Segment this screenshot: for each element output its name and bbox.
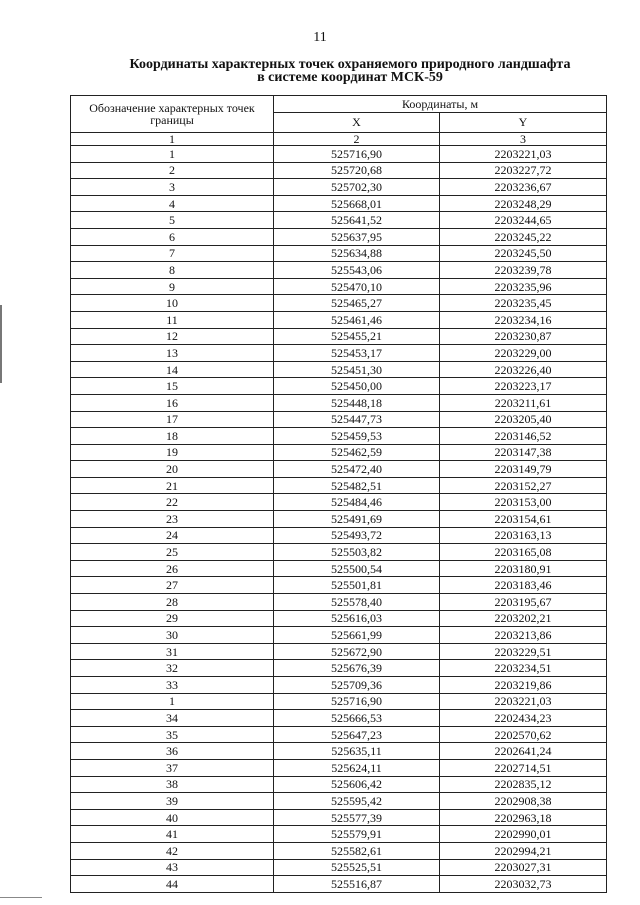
table-row bbox=[71, 594, 607, 611]
table-row bbox=[71, 876, 607, 893]
point-cell: 29 bbox=[71, 610, 274, 627]
x-coordinate-cell: 525668,01 bbox=[274, 195, 440, 212]
x-coordinate-cell: 525577,39 bbox=[274, 809, 440, 826]
x-coordinate-cell: 525462,59 bbox=[274, 444, 440, 461]
scan-edge-mark bbox=[0, 305, 2, 383]
column-index-cell: 3 bbox=[440, 133, 607, 146]
point-cell: 15 bbox=[71, 378, 274, 395]
x-coordinate-cell: 525461,46 bbox=[274, 311, 440, 328]
y-coordinate-cell: 2202641,24 bbox=[440, 743, 607, 760]
point-cell: 34 bbox=[71, 710, 274, 727]
y-coordinate-cell: 2202434,23 bbox=[440, 710, 607, 727]
x-coordinate-cell: 525543,06 bbox=[274, 262, 440, 279]
x-coordinate-cell: 525582,61 bbox=[274, 842, 440, 859]
table-row bbox=[71, 759, 607, 776]
x-coordinate-cell: 525661,99 bbox=[274, 627, 440, 644]
y-coordinate-cell: 2203234,51 bbox=[440, 660, 607, 677]
y-coordinate-cell: 2203183,46 bbox=[440, 577, 607, 594]
x-coordinate-cell: 525720,68 bbox=[274, 162, 440, 179]
x-coordinate-cell: 525641,52 bbox=[274, 212, 440, 229]
x-coordinate-cell: 525672,90 bbox=[274, 643, 440, 660]
column-index-cell: 2 bbox=[274, 133, 440, 146]
y-coordinate-cell: 2203213,86 bbox=[440, 627, 607, 644]
x-coordinate-cell: 525525,51 bbox=[274, 859, 440, 876]
point-cell: 25 bbox=[71, 544, 274, 561]
column-index-cell: 1 bbox=[71, 133, 274, 146]
point-cell: 6 bbox=[71, 228, 274, 245]
x-coordinate-cell: 525616,03 bbox=[274, 610, 440, 627]
x-coordinate-cell: 525450,00 bbox=[274, 378, 440, 395]
y-coordinate-cell: 2203229,00 bbox=[440, 345, 607, 362]
y-coordinate-cell: 2203180,91 bbox=[440, 560, 607, 577]
x-coordinate-cell: 525716,90 bbox=[274, 146, 440, 163]
table-row bbox=[71, 660, 607, 677]
x-coordinate-cell: 525666,53 bbox=[274, 710, 440, 727]
x-coordinate-cell: 525453,17 bbox=[274, 345, 440, 362]
x-coordinate-cell: 525459,53 bbox=[274, 428, 440, 445]
point-cell: 11 bbox=[71, 311, 274, 328]
point-cell: 31 bbox=[71, 643, 274, 660]
table-row bbox=[71, 345, 607, 362]
header-coordinates: Координаты, м bbox=[274, 96, 607, 113]
point-cell: 8 bbox=[71, 262, 274, 279]
table-row bbox=[71, 859, 607, 876]
y-coordinate-cell: 2203227,72 bbox=[440, 162, 607, 179]
table-row bbox=[71, 793, 607, 810]
column-index-row bbox=[71, 133, 607, 146]
point-cell: 23 bbox=[71, 511, 274, 528]
x-coordinate-cell: 525709,36 bbox=[274, 677, 440, 694]
point-cell: 5 bbox=[71, 212, 274, 229]
y-coordinate-cell: 2203147,38 bbox=[440, 444, 607, 461]
point-cell: 3 bbox=[71, 179, 274, 196]
point-cell: 2 bbox=[71, 162, 274, 179]
point-cell: 28 bbox=[71, 594, 274, 611]
x-coordinate-cell: 525493,72 bbox=[274, 527, 440, 544]
point-cell: 26 bbox=[71, 560, 274, 577]
point-cell: 41 bbox=[71, 826, 274, 843]
point-cell: 35 bbox=[71, 726, 274, 743]
x-coordinate-cell: 525448,18 bbox=[274, 394, 440, 411]
point-cell: 38 bbox=[71, 776, 274, 793]
point-cell: 7 bbox=[71, 245, 274, 262]
table-row bbox=[71, 311, 607, 328]
table-row bbox=[71, 826, 607, 843]
table-row bbox=[71, 411, 607, 428]
x-coordinate-cell: 525606,42 bbox=[274, 776, 440, 793]
table-row bbox=[71, 295, 607, 312]
table-row bbox=[71, 146, 607, 163]
point-cell: 9 bbox=[71, 278, 274, 295]
x-coordinate-cell: 525595,42 bbox=[274, 793, 440, 810]
x-coordinate-cell: 525491,69 bbox=[274, 511, 440, 528]
table-row bbox=[71, 262, 607, 279]
table-row bbox=[71, 544, 607, 561]
point-cell: 30 bbox=[71, 627, 274, 644]
point-cell: 4 bbox=[71, 195, 274, 212]
y-coordinate-cell: 2203211,61 bbox=[440, 394, 607, 411]
table-row bbox=[71, 677, 607, 694]
y-coordinate-cell: 2203221,03 bbox=[440, 693, 607, 710]
y-coordinate-cell: 2203245,22 bbox=[440, 228, 607, 245]
point-cell: 22 bbox=[71, 494, 274, 511]
table-row bbox=[71, 710, 607, 727]
x-coordinate-cell: 525516,87 bbox=[274, 876, 440, 893]
x-coordinate-cell: 525624,11 bbox=[274, 759, 440, 776]
y-coordinate-cell: 2203032,73 bbox=[440, 876, 607, 893]
point-cell: 13 bbox=[71, 345, 274, 362]
scan-edge-mark-bottom bbox=[0, 897, 42, 898]
point-cell: 10 bbox=[71, 295, 274, 312]
y-coordinate-cell: 2203202,21 bbox=[440, 610, 607, 627]
table-row bbox=[71, 444, 607, 461]
table-row bbox=[71, 361, 607, 378]
table-row bbox=[71, 378, 607, 395]
point-cell: 33 bbox=[71, 677, 274, 694]
title-line-2: в системе координат МСК-59 bbox=[257, 70, 443, 85]
table-row bbox=[71, 212, 607, 229]
y-coordinate-cell: 2203219,86 bbox=[440, 677, 607, 694]
table-row bbox=[71, 477, 607, 494]
y-coordinate-cell: 2202714,51 bbox=[440, 759, 607, 776]
y-coordinate-cell: 2203146,52 bbox=[440, 428, 607, 445]
x-coordinate-cell: 525470,10 bbox=[274, 278, 440, 295]
point-cell: 21 bbox=[71, 477, 274, 494]
table-row bbox=[71, 627, 607, 644]
x-coordinate-cell: 525482,51 bbox=[274, 477, 440, 494]
table-row bbox=[71, 643, 607, 660]
y-coordinate-cell: 2203226,40 bbox=[440, 361, 607, 378]
point-cell: 39 bbox=[71, 793, 274, 810]
table-row bbox=[71, 511, 607, 528]
y-coordinate-cell: 2203245,50 bbox=[440, 245, 607, 262]
point-cell: 32 bbox=[71, 660, 274, 677]
header-designation: Обозначение характерных точек границы bbox=[71, 96, 274, 133]
x-coordinate-cell: 525500,54 bbox=[274, 560, 440, 577]
x-coordinate-cell: 525451,30 bbox=[274, 361, 440, 378]
table-row bbox=[71, 776, 607, 793]
table-row bbox=[71, 245, 607, 262]
y-coordinate-cell: 2203154,61 bbox=[440, 511, 607, 528]
x-coordinate-cell: 525635,11 bbox=[274, 743, 440, 760]
point-cell: 12 bbox=[71, 328, 274, 345]
table-row bbox=[71, 610, 607, 627]
y-coordinate-cell: 2203205,40 bbox=[440, 411, 607, 428]
y-coordinate-cell: 2203153,00 bbox=[440, 494, 607, 511]
x-coordinate-cell: 525472,40 bbox=[274, 461, 440, 478]
point-cell: 18 bbox=[71, 428, 274, 445]
table-row bbox=[71, 842, 607, 859]
point-cell: 40 bbox=[71, 809, 274, 826]
table-row bbox=[71, 560, 607, 577]
table-row bbox=[71, 195, 607, 212]
page-number: 11 bbox=[313, 30, 327, 45]
point-cell: 16 bbox=[71, 394, 274, 411]
point-cell: 19 bbox=[71, 444, 274, 461]
y-coordinate-cell: 2203221,03 bbox=[440, 146, 607, 163]
x-coordinate-cell: 525637,95 bbox=[274, 228, 440, 245]
table-row bbox=[71, 527, 607, 544]
table-row bbox=[71, 228, 607, 245]
x-coordinate-cell: 525455,21 bbox=[274, 328, 440, 345]
y-coordinate-cell: 2203163,13 bbox=[440, 527, 607, 544]
y-coordinate-cell: 2203234,16 bbox=[440, 311, 607, 328]
x-coordinate-cell: 525676,39 bbox=[274, 660, 440, 677]
y-coordinate-cell: 2203165,08 bbox=[440, 544, 607, 561]
table-row bbox=[71, 743, 607, 760]
y-coordinate-cell: 2203195,67 bbox=[440, 594, 607, 611]
y-coordinate-cell: 2203027,31 bbox=[440, 859, 607, 876]
point-cell: 27 bbox=[71, 577, 274, 594]
x-coordinate-cell: 525578,40 bbox=[274, 594, 440, 611]
coordinates-table bbox=[70, 95, 607, 893]
point-cell: 36 bbox=[71, 743, 274, 760]
x-coordinate-cell: 525647,23 bbox=[274, 726, 440, 743]
point-cell: 24 bbox=[71, 527, 274, 544]
y-coordinate-cell: 2202994,21 bbox=[440, 842, 607, 859]
point-cell: 43 bbox=[71, 859, 274, 876]
document-title bbox=[60, 58, 640, 84]
point-cell: 1 bbox=[71, 693, 274, 710]
table-row bbox=[71, 577, 607, 594]
table-row bbox=[71, 328, 607, 345]
table-row bbox=[71, 278, 607, 295]
table-row bbox=[71, 726, 607, 743]
y-coordinate-cell: 2203235,45 bbox=[440, 295, 607, 312]
y-coordinate-cell: 2203230,87 bbox=[440, 328, 607, 345]
y-coordinate-cell: 2203236,67 bbox=[440, 179, 607, 196]
y-coordinate-cell: 2203152,27 bbox=[440, 477, 607, 494]
x-coordinate-cell: 525579,91 bbox=[274, 826, 440, 843]
y-coordinate-cell: 2202570,62 bbox=[440, 726, 607, 743]
x-coordinate-cell: 525484,46 bbox=[274, 494, 440, 511]
point-cell: 1 bbox=[71, 146, 274, 163]
x-coordinate-cell: 525447,73 bbox=[274, 411, 440, 428]
header-x: X bbox=[274, 113, 440, 133]
y-coordinate-cell: 2203248,29 bbox=[440, 195, 607, 212]
table-row bbox=[71, 428, 607, 445]
title-line-1: Координаты характерных точек охраняемого природного ландшафта bbox=[129, 57, 571, 72]
point-cell: 14 bbox=[71, 361, 274, 378]
table-row bbox=[71, 693, 607, 710]
x-coordinate-cell: 525465,27 bbox=[274, 295, 440, 312]
x-coordinate-cell: 525503,82 bbox=[274, 544, 440, 561]
table-row bbox=[71, 162, 607, 179]
table-row bbox=[71, 494, 607, 511]
table-row bbox=[71, 394, 607, 411]
y-coordinate-cell: 2202990,01 bbox=[440, 826, 607, 843]
y-coordinate-cell: 2203244,65 bbox=[440, 212, 607, 229]
point-cell: 17 bbox=[71, 411, 274, 428]
x-coordinate-cell: 525634,88 bbox=[274, 245, 440, 262]
table-row bbox=[71, 461, 607, 478]
y-coordinate-cell: 2203235,96 bbox=[440, 278, 607, 295]
coordinates-table-body bbox=[71, 146, 607, 893]
x-coordinate-cell: 525716,90 bbox=[274, 693, 440, 710]
y-coordinate-cell: 2203223,17 bbox=[440, 378, 607, 395]
header-y: Y bbox=[440, 113, 607, 133]
point-cell: 37 bbox=[71, 759, 274, 776]
point-cell: 42 bbox=[71, 842, 274, 859]
y-coordinate-cell: 2202908,38 bbox=[440, 793, 607, 810]
y-coordinate-cell: 2202835,12 bbox=[440, 776, 607, 793]
point-cell: 20 bbox=[71, 461, 274, 478]
y-coordinate-cell: 2203149,79 bbox=[440, 461, 607, 478]
x-coordinate-cell: 525501,81 bbox=[274, 577, 440, 594]
y-coordinate-cell: 2203229,51 bbox=[440, 643, 607, 660]
point-cell: 44 bbox=[71, 876, 274, 893]
table-row bbox=[71, 809, 607, 826]
x-coordinate-cell: 525702,30 bbox=[274, 179, 440, 196]
y-coordinate-cell: 2202963,18 bbox=[440, 809, 607, 826]
table-row bbox=[71, 179, 607, 196]
y-coordinate-cell: 2203239,78 bbox=[440, 262, 607, 279]
